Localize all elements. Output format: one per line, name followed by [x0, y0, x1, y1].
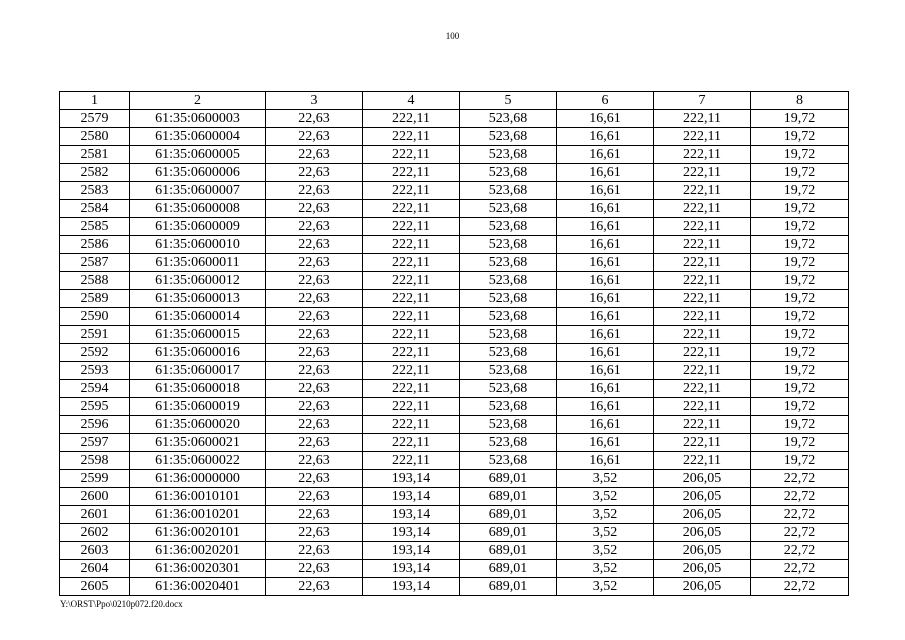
table-cell-col-3: 22,63 — [266, 416, 363, 434]
table-cell-col-5: 689,01 — [460, 470, 557, 488]
table-cell-col-4: 193,14 — [363, 470, 460, 488]
table-cell-col-4: 222,11 — [363, 146, 460, 164]
table-cell-col-3: 22,63 — [266, 146, 363, 164]
table-cell-col-2: 61:35:0600013 — [130, 290, 266, 308]
table-cell-col-1: 2600 — [60, 488, 130, 506]
table-cell-col-1: 2582 — [60, 164, 130, 182]
table-cell-col-5: 523,68 — [460, 308, 557, 326]
table-row — [60, 200, 849, 218]
table-cell-col-2: 61:35:0600019 — [130, 398, 266, 416]
table-cell-col-4: 222,11 — [363, 362, 460, 380]
table-cell-col-6: 3,52 — [557, 524, 654, 542]
table-cell-col-5: 523,68 — [460, 182, 557, 200]
table-header-row — [60, 92, 849, 110]
table-cell-col-5: 523,68 — [460, 290, 557, 308]
table-cell-col-7: 222,11 — [654, 146, 751, 164]
table-cell-col-4: 222,11 — [363, 308, 460, 326]
table-cell-col-6: 16,61 — [557, 164, 654, 182]
table-cell-col-8: 19,72 — [751, 362, 849, 380]
table-row — [60, 380, 849, 398]
table-cell-col-6: 3,52 — [557, 542, 654, 560]
table-cell-col-3: 22,63 — [266, 434, 363, 452]
table-cell-col-6: 16,61 — [557, 362, 654, 380]
table-cell-col-5: 689,01 — [460, 578, 557, 596]
table-cell-col-8: 19,72 — [751, 110, 849, 128]
table-cell-col-4: 222,11 — [363, 272, 460, 290]
table-cell-col-1: 2601 — [60, 506, 130, 524]
table-cell-col-3: 22,63 — [266, 452, 363, 470]
table-cell-col-2: 61:36:0020101 — [130, 524, 266, 542]
table-cell-col-7: 222,11 — [654, 164, 751, 182]
table-cell-col-3: 22,63 — [266, 326, 363, 344]
table-cell-col-6: 16,61 — [557, 128, 654, 146]
table-cell-col-2: 61:35:0600014 — [130, 308, 266, 326]
table-cell-col-3: 22,63 — [266, 290, 363, 308]
table-cell-col-6: 3,52 — [557, 506, 654, 524]
table-cell-col-7: 222,11 — [654, 128, 751, 146]
table-cell-col-2: 61:36:0020401 — [130, 578, 266, 596]
table-cell-col-7: 206,05 — [654, 488, 751, 506]
table-cell-col-7: 222,11 — [654, 182, 751, 200]
table-cell-col-4: 222,11 — [363, 182, 460, 200]
table-cell-col-8: 19,72 — [751, 146, 849, 164]
column-header-1: 1 — [60, 92, 130, 110]
table-cell-col-7: 206,05 — [654, 470, 751, 488]
table-cell-col-7: 206,05 — [654, 560, 751, 578]
table-cell-col-3: 22,63 — [266, 488, 363, 506]
table-cell-col-3: 22,63 — [266, 524, 363, 542]
table-cell-col-5: 523,68 — [460, 416, 557, 434]
table-row — [60, 272, 849, 290]
table-cell-col-1: 2591 — [60, 326, 130, 344]
table-cell-col-1: 2589 — [60, 290, 130, 308]
table-row — [60, 452, 849, 470]
table-row — [60, 344, 849, 362]
table-cell-col-5: 523,68 — [460, 434, 557, 452]
table-cell-col-7: 222,11 — [654, 200, 751, 218]
table-cell-col-6: 16,61 — [557, 218, 654, 236]
table-cell-col-4: 222,11 — [363, 344, 460, 362]
column-header-7: 7 — [654, 92, 751, 110]
table-cell-col-2: 61:35:0600009 — [130, 218, 266, 236]
table-cell-col-6: 16,61 — [557, 290, 654, 308]
table-cell-col-1: 2596 — [60, 416, 130, 434]
table-row — [60, 488, 849, 506]
table-cell-col-4: 222,11 — [363, 110, 460, 128]
table-cell-col-3: 22,63 — [266, 236, 363, 254]
table-cell-col-3: 22,63 — [266, 560, 363, 578]
table-cell-col-8: 22,72 — [751, 524, 849, 542]
table-cell-col-8: 19,72 — [751, 218, 849, 236]
table-cell-col-4: 193,14 — [363, 542, 460, 560]
table-cell-col-1: 2580 — [60, 128, 130, 146]
table-cell-col-8: 19,72 — [751, 128, 849, 146]
table-cell-col-2: 61:35:0600006 — [130, 164, 266, 182]
table-cell-col-3: 22,63 — [266, 218, 363, 236]
table-cell-col-6: 16,61 — [557, 200, 654, 218]
table-cell-col-3: 22,63 — [266, 398, 363, 416]
table-cell-col-6: 16,61 — [557, 110, 654, 128]
table-cell-col-8: 22,72 — [751, 560, 849, 578]
table-cell-col-4: 193,14 — [363, 578, 460, 596]
table-cell-col-2: 61:36:0010201 — [130, 506, 266, 524]
table-row — [60, 308, 849, 326]
table-cell-col-1: 2594 — [60, 380, 130, 398]
table-cell-col-7: 222,11 — [654, 344, 751, 362]
column-header-3: 3 — [266, 92, 363, 110]
table-cell-col-2: 61:35:0600010 — [130, 236, 266, 254]
table-cell-col-1: 2597 — [60, 434, 130, 452]
table-row — [60, 218, 849, 236]
table-cell-col-5: 523,68 — [460, 398, 557, 416]
column-header-4: 4 — [363, 92, 460, 110]
table-cell-col-2: 61:35:0600016 — [130, 344, 266, 362]
table-cell-col-4: 222,11 — [363, 290, 460, 308]
table-row — [60, 434, 849, 452]
table-cell-col-5: 689,01 — [460, 542, 557, 560]
table-cell-col-4: 222,11 — [363, 452, 460, 470]
table-cell-col-1: 2595 — [60, 398, 130, 416]
table-cell-col-6: 16,61 — [557, 254, 654, 272]
table-cell-col-7: 222,11 — [654, 416, 751, 434]
table-row — [60, 470, 849, 488]
table-cell-col-7: 222,11 — [654, 218, 751, 236]
table-cell-col-1: 2586 — [60, 236, 130, 254]
table-cell-col-7: 222,11 — [654, 110, 751, 128]
table-cell-col-2: 61:35:0600012 — [130, 272, 266, 290]
table-row — [60, 398, 849, 416]
table-cell-col-7: 206,05 — [654, 506, 751, 524]
footer-file-path: Y:\ORST\Ppo\0210p072.f20.docx — [60, 599, 183, 609]
table-cell-col-4: 222,11 — [363, 236, 460, 254]
table-row — [60, 326, 849, 344]
table-cell-col-5: 523,68 — [460, 218, 557, 236]
table-cell-col-1: 2583 — [60, 182, 130, 200]
table-cell-col-1: 2590 — [60, 308, 130, 326]
table-cell-col-1: 2605 — [60, 578, 130, 596]
table-cell-col-2: 61:36:0010101 — [130, 488, 266, 506]
table-cell-col-8: 19,72 — [751, 380, 849, 398]
table-cell-col-1: 2603 — [60, 542, 130, 560]
table-cell-col-2: 61:35:0600007 — [130, 182, 266, 200]
table-cell-col-2: 61:36:0020301 — [130, 560, 266, 578]
table-cell-col-3: 22,63 — [266, 164, 363, 182]
table-cell-col-8: 22,72 — [751, 470, 849, 488]
table-cell-col-3: 22,63 — [266, 254, 363, 272]
table-cell-col-5: 523,68 — [460, 146, 557, 164]
table-cell-col-4: 193,14 — [363, 560, 460, 578]
table-cell-col-5: 523,68 — [460, 362, 557, 380]
table-cell-col-3: 22,63 — [266, 506, 363, 524]
table-cell-col-8: 19,72 — [751, 164, 849, 182]
column-header-5: 5 — [460, 92, 557, 110]
table-cell-col-3: 22,63 — [266, 542, 363, 560]
table-row — [60, 524, 849, 542]
table-row — [60, 236, 849, 254]
table-cell-col-6: 16,61 — [557, 380, 654, 398]
table-cell-col-7: 222,11 — [654, 272, 751, 290]
table-cell-col-8: 19,72 — [751, 254, 849, 272]
table-cell-col-3: 22,63 — [266, 344, 363, 362]
table-cell-col-5: 689,01 — [460, 488, 557, 506]
table-cell-col-4: 222,11 — [363, 416, 460, 434]
table-cell-col-2: 61:36:0020201 — [130, 542, 266, 560]
table-cell-col-3: 22,63 — [266, 272, 363, 290]
table-row — [60, 416, 849, 434]
table-cell-col-5: 523,68 — [460, 236, 557, 254]
table-cell-col-4: 193,14 — [363, 506, 460, 524]
table-cell-col-1: 2587 — [60, 254, 130, 272]
table-cell-col-4: 222,11 — [363, 254, 460, 272]
table-cell-col-3: 22,63 — [266, 578, 363, 596]
table-cell-col-7: 206,05 — [654, 578, 751, 596]
table-cell-col-5: 523,68 — [460, 452, 557, 470]
table-cell-col-5: 523,68 — [460, 344, 557, 362]
table-cell-col-1: 2581 — [60, 146, 130, 164]
table-cell-col-4: 222,11 — [363, 380, 460, 398]
table-cell-col-8: 19,72 — [751, 182, 849, 200]
table-row — [60, 128, 849, 146]
table-cell-col-6: 16,61 — [557, 308, 654, 326]
table-cell-col-5: 523,68 — [460, 254, 557, 272]
table-cell-col-6: 3,52 — [557, 560, 654, 578]
table-cell-col-4: 222,11 — [363, 128, 460, 146]
table-cell-col-4: 222,11 — [363, 164, 460, 182]
table-cell-col-2: 61:35:0600003 — [130, 110, 266, 128]
column-header-8: 8 — [751, 92, 849, 110]
column-header-6: 6 — [557, 92, 654, 110]
table-cell-col-1: 2604 — [60, 560, 130, 578]
table-cell-col-8: 22,72 — [751, 506, 849, 524]
table-cell-col-8: 19,72 — [751, 398, 849, 416]
table-cell-col-8: 19,72 — [751, 416, 849, 434]
table-cell-col-1: 2592 — [60, 344, 130, 362]
table-cell-col-6: 16,61 — [557, 398, 654, 416]
table-cell-col-8: 19,72 — [751, 272, 849, 290]
table-cell-col-2: 61:35:0600017 — [130, 362, 266, 380]
table-cell-col-4: 222,11 — [363, 326, 460, 344]
table-cell-col-3: 22,63 — [266, 128, 363, 146]
table-cell-col-4: 222,11 — [363, 218, 460, 236]
table-cell-col-5: 523,68 — [460, 200, 557, 218]
table-row — [60, 542, 849, 560]
table-cell-col-5: 689,01 — [460, 506, 557, 524]
table-cell-col-1: 2588 — [60, 272, 130, 290]
table-cell-col-2: 61:35:0600011 — [130, 254, 266, 272]
table-cell-col-4: 222,11 — [363, 398, 460, 416]
table-cell-col-8: 19,72 — [751, 326, 849, 344]
table-cell-col-6: 16,61 — [557, 416, 654, 434]
table-row — [60, 110, 849, 128]
table-cell-col-7: 222,11 — [654, 398, 751, 416]
table-cell-col-3: 22,63 — [266, 470, 363, 488]
table-cell-col-7: 222,11 — [654, 362, 751, 380]
table-row — [60, 578, 849, 596]
table-cell-col-6: 3,52 — [557, 470, 654, 488]
table-body — [60, 110, 849, 596]
table-cell-col-5: 523,68 — [460, 272, 557, 290]
table-cell-col-2: 61:35:0600008 — [130, 200, 266, 218]
table-cell-col-7: 222,11 — [654, 290, 751, 308]
table-cell-col-2: 61:35:0600022 — [130, 452, 266, 470]
table-cell-col-6: 3,52 — [557, 578, 654, 596]
table-cell-col-1: 2598 — [60, 452, 130, 470]
table-row — [60, 290, 849, 308]
table-cell-col-7: 206,05 — [654, 542, 751, 560]
page-number: 100 — [445, 31, 460, 41]
table-cell-col-5: 523,68 — [460, 128, 557, 146]
table-cell-col-5: 523,68 — [460, 164, 557, 182]
table-cell-col-6: 3,52 — [557, 488, 654, 506]
table-cell-col-8: 22,72 — [751, 542, 849, 560]
table-cell-col-2: 61:35:0600005 — [130, 146, 266, 164]
column-header-2: 2 — [130, 92, 266, 110]
table-cell-col-2: 61:35:0600015 — [130, 326, 266, 344]
table-cell-col-2: 61:35:0600004 — [130, 128, 266, 146]
table-cell-col-6: 16,61 — [557, 146, 654, 164]
table-cell-col-7: 222,11 — [654, 434, 751, 452]
table-cell-col-8: 19,72 — [751, 344, 849, 362]
table-cell-col-7: 222,11 — [654, 452, 751, 470]
table-cell-col-4: 222,11 — [363, 200, 460, 218]
table-cell-col-6: 16,61 — [557, 344, 654, 362]
table-row — [60, 164, 849, 182]
table-row — [60, 362, 849, 380]
table-cell-col-6: 16,61 — [557, 434, 654, 452]
table-cell-col-4: 193,14 — [363, 524, 460, 542]
table-cell-col-3: 22,63 — [266, 308, 363, 326]
table-cell-col-8: 19,72 — [751, 200, 849, 218]
table-row — [60, 560, 849, 578]
table-cell-col-1: 2584 — [60, 200, 130, 218]
table-cell-col-3: 22,63 — [266, 380, 363, 398]
table-row — [60, 146, 849, 164]
table-cell-col-1: 2579 — [60, 110, 130, 128]
data-table — [59, 91, 849, 596]
table-cell-col-7: 206,05 — [654, 524, 751, 542]
table-cell-col-3: 22,63 — [266, 182, 363, 200]
table-cell-col-3: 22,63 — [266, 110, 363, 128]
table-cell-col-7: 222,11 — [654, 308, 751, 326]
table-cell-col-1: 2593 — [60, 362, 130, 380]
table-cell-col-7: 222,11 — [654, 380, 751, 398]
table-cell-col-1: 2585 — [60, 218, 130, 236]
table-cell-col-8: 19,72 — [751, 452, 849, 470]
table-row — [60, 254, 849, 272]
table-cell-col-5: 523,68 — [460, 380, 557, 398]
table-cell-col-5: 523,68 — [460, 110, 557, 128]
table-row — [60, 182, 849, 200]
table-cell-col-7: 222,11 — [654, 236, 751, 254]
table-cell-col-2: 61:35:0600020 — [130, 416, 266, 434]
table-cell-col-5: 689,01 — [460, 524, 557, 542]
table-cell-col-8: 19,72 — [751, 290, 849, 308]
table-cell-col-8: 19,72 — [751, 434, 849, 452]
table-cell-col-8: 19,72 — [751, 236, 849, 254]
table-cell-col-2: 61:35:0600021 — [130, 434, 266, 452]
table-cell-col-8: 19,72 — [751, 308, 849, 326]
table-row — [60, 506, 849, 524]
table-cell-col-6: 16,61 — [557, 236, 654, 254]
table-cell-col-6: 16,61 — [557, 272, 654, 290]
table-cell-col-2: 61:35:0600018 — [130, 380, 266, 398]
table-cell-col-8: 22,72 — [751, 488, 849, 506]
table-cell-col-5: 689,01 — [460, 560, 557, 578]
table-cell-col-3: 22,63 — [266, 362, 363, 380]
table-cell-col-8: 22,72 — [751, 578, 849, 596]
table-cell-col-7: 222,11 — [654, 326, 751, 344]
table-cell-col-6: 16,61 — [557, 452, 654, 470]
table-cell-col-3: 22,63 — [266, 200, 363, 218]
table-cell-col-6: 16,61 — [557, 182, 654, 200]
table-cell-col-5: 523,68 — [460, 326, 557, 344]
table-cell-col-4: 222,11 — [363, 434, 460, 452]
table-cell-col-2: 61:36:0000000 — [130, 470, 266, 488]
table-cell-col-4: 193,14 — [363, 488, 460, 506]
table-cell-col-6: 16,61 — [557, 326, 654, 344]
table-cell-col-1: 2602 — [60, 524, 130, 542]
table-cell-col-1: 2599 — [60, 470, 130, 488]
table-cell-col-7: 222,11 — [654, 254, 751, 272]
